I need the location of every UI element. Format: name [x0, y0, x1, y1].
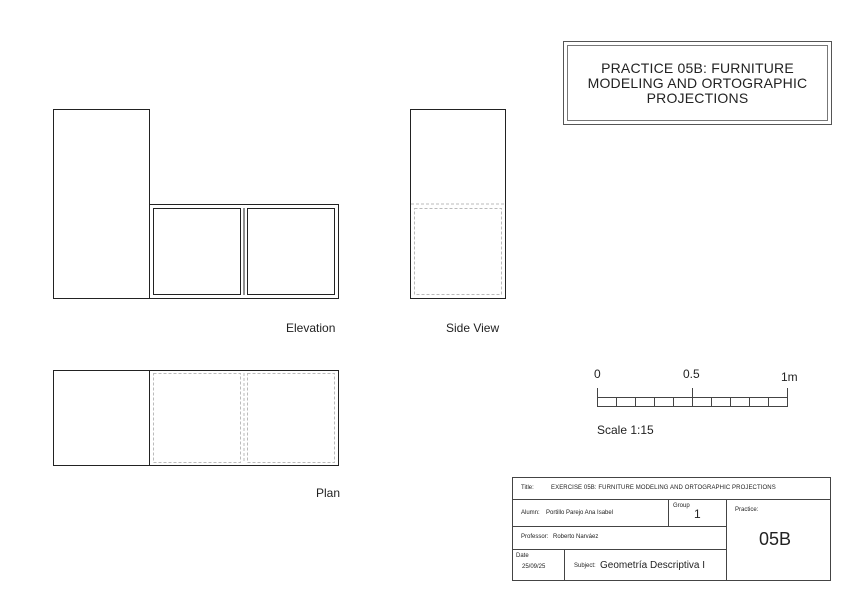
scale-bar — [597, 388, 788, 407]
tb-professor-value: Roberto Narváez — [553, 534, 599, 540]
title-box — [563, 41, 832, 125]
title-text: PRACTICE 05B: FURNITURE MODELING AND ORTOGRAPHIC PROJECTIONS — [587, 59, 808, 106]
scale-tick-mid: 0.5 — [683, 367, 700, 381]
tb-title-label: Title: — [521, 485, 534, 491]
plan-hidden-right — [248, 374, 335, 463]
tb-date-label: Date — [516, 553, 529, 559]
scale-label: Scale 1:15 — [597, 423, 654, 437]
tb-subject-label: Subject: — [574, 563, 596, 569]
elevation-tall-cabinet — [54, 110, 150, 299]
tb-date-value: 25/09/25 — [522, 564, 546, 570]
scale-tick-end: 1m — [781, 370, 798, 384]
side-view — [411, 110, 506, 299]
plan-label: Plan — [316, 486, 341, 500]
tb-practice-value: 05B — [759, 529, 792, 549]
tb-group-label: Group — [673, 503, 690, 509]
scale-tick-0: 0 — [594, 367, 601, 381]
tb-alumn-label: Alumn: — [521, 510, 540, 516]
tb-practice-label: Practice: — [735, 507, 759, 513]
tb-group-value: 1 — [694, 507, 701, 521]
side-view-label: Side View — [446, 321, 500, 335]
title-box-inner — [567, 45, 828, 121]
side-view-hidden-inner — [415, 209, 502, 295]
tb-title-value: EXERCISE 05B: FURNITURE MODELING AND ORTOGRAPHIC PROJECTIONS — [551, 485, 776, 491]
elevation-left-door — [154, 209, 241, 295]
elevation-view — [54, 110, 339, 299]
plan-hidden-left — [154, 374, 241, 463]
elevation-right-door — [248, 209, 335, 295]
plan-view — [54, 370, 339, 466]
elevation-label: Elevation — [286, 321, 336, 335]
tb-professor-label: Professor: — [521, 534, 549, 540]
plan-outline — [54, 371, 339, 466]
tb-alumn-value: Portillo Parejo Ana Isabel — [546, 510, 614, 516]
tb-subject-value: Geometría Descriptiva I — [600, 560, 706, 571]
